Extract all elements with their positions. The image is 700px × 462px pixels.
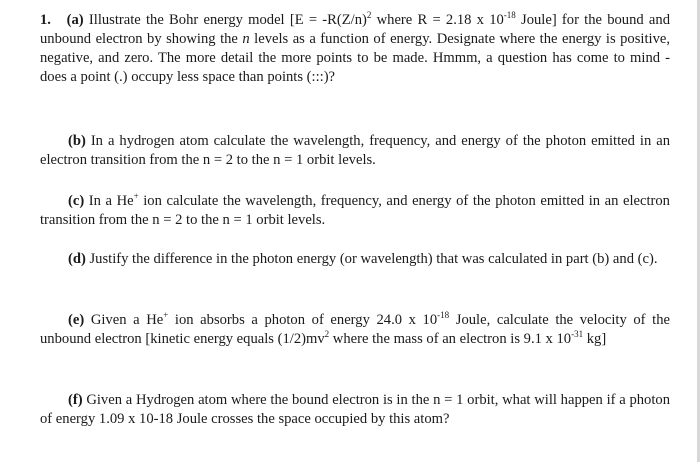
- part-c-sup: +: [133, 191, 139, 201]
- question-1a: [40, 11, 670, 87]
- part-e-text-3: Joule, calculate the velocity of the unbound electron [kinetic energy equals (1/2)mv: [40, 312, 670, 347]
- part-c-text-1: In a He: [84, 193, 134, 209]
- part-e-sup-3: 2: [324, 329, 330, 339]
- part-d-label: (d): [68, 251, 86, 267]
- part-b-label: (b): [68, 133, 86, 149]
- question-1c: [40, 192, 670, 230]
- part-c-text-2: ion calculate the wavelength, frequency, and energy of the photon emitted in an electron transition from the n = 2 to the n = 1 orbit levels.: [40, 193, 670, 228]
- part-a-text-1: Illustrate the Bohr energy model [E = -R(Z/n): [88, 12, 367, 28]
- part-e-sup-1: +: [163, 310, 169, 320]
- part-a-label: (a): [66, 12, 84, 28]
- part-d-text: Justify the difference in the photon energy (or wavelength) that was calculated in part (b) and (c).: [85, 251, 658, 267]
- question-1d: [40, 250, 670, 269]
- part-e-text-4: where the mass of an electron is 9.1 x 10: [329, 331, 572, 347]
- question-number: 1.: [40, 12, 51, 28]
- part-a-sup-1: 2: [366, 10, 372, 20]
- part-e-sup-2: -18: [437, 310, 450, 320]
- part-f-label: (f): [68, 392, 83, 408]
- part-e-text-5: kg]: [583, 331, 607, 347]
- part-e-text-2: ion absorbs a photon of energy 24.0 x 10: [168, 312, 438, 328]
- part-c-label: (c): [68, 193, 85, 209]
- part-e-label: (e): [68, 312, 85, 328]
- question-1f: [40, 391, 670, 429]
- part-e-sup-4: -31: [571, 329, 584, 339]
- part-b-text: In a hydrogen atom calculate the wavelength, frequency, and energy of the photon emitted in an electron transition from the n = 2 to the n = 1 orbit levels.: [40, 133, 670, 168]
- part-a-sup-2: -18: [503, 10, 516, 20]
- part-a-text-2: where R = 2.18 x 10: [371, 12, 504, 28]
- question-1e: [40, 311, 670, 349]
- part-f-text: Given a Hydrogen atom where the bound electron is in the n = 1 orbit, what will happen if a photon of energy 1.09 x 10-18 Joule crosses the space occupied by this atom?: [40, 392, 670, 427]
- part-a-text-3: Joule] for the bound and unbound electron by showing the: [40, 12, 670, 47]
- part-a-n-italic: n: [242, 31, 250, 47]
- part-e-text-1: Given a He: [84, 312, 164, 328]
- question-1b: [40, 132, 670, 170]
- part-a-text-4: levels as a function of energy. Designate where the energy is positive, negative, and zero. The more detail the more points to be made. Hmmm, a question has come to mind - does a point (.) occupy less space than points (:::)?: [40, 31, 670, 85]
